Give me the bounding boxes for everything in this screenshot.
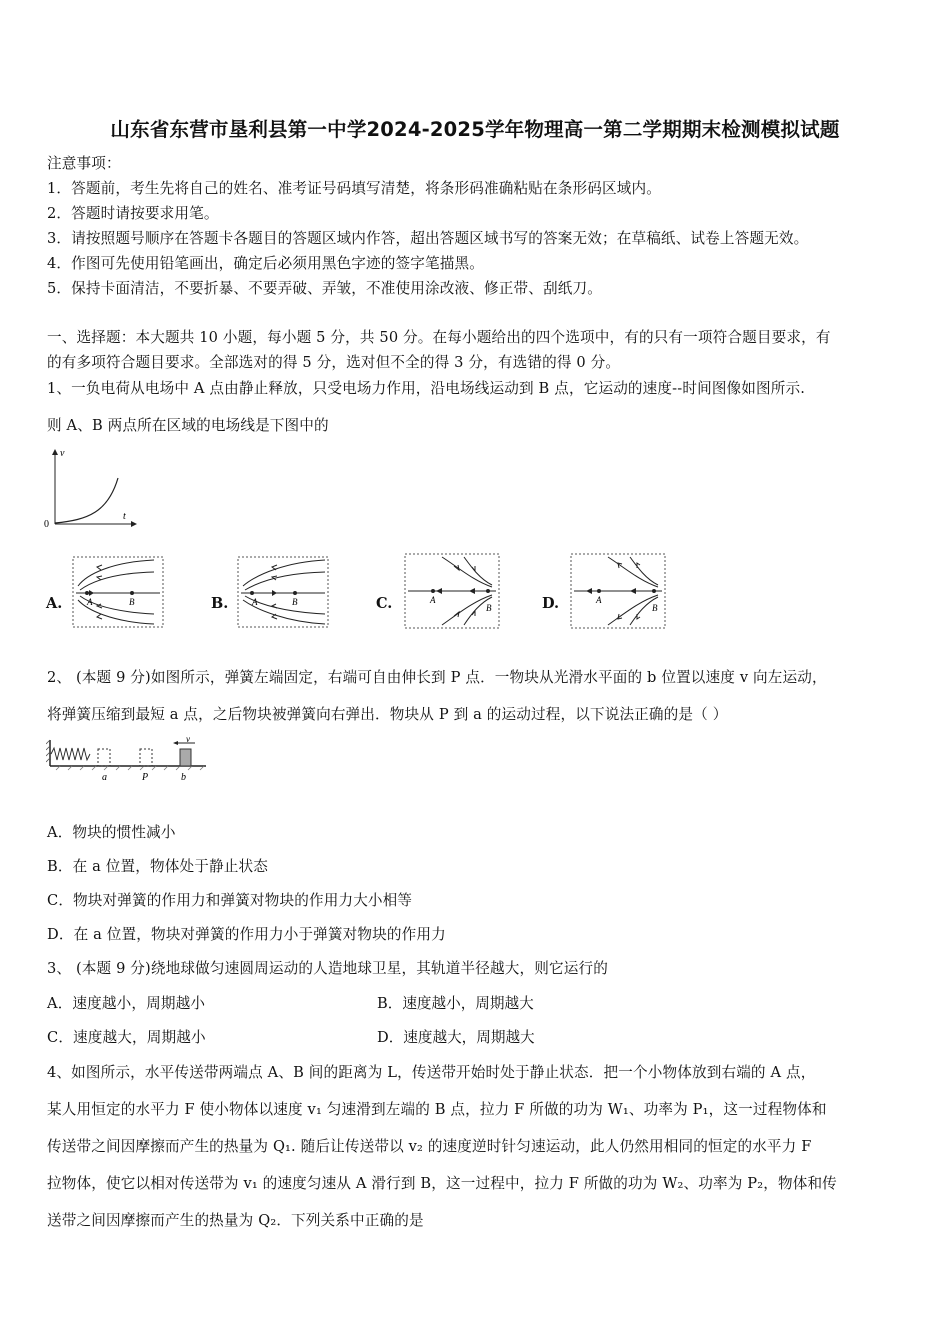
- q2-option[interactable]: C．物块对弹簧的作用力和弹簧对物块的作用力大小相等: [47, 892, 413, 909]
- field-figure-c[interactable]: [404, 553, 500, 629]
- q1-option-c-label[interactable]: C.: [376, 595, 393, 612]
- q2-option[interactable]: D．在 a 位置，物块对弹簧的作用力小于弹簧对物块的作用力: [47, 926, 446, 943]
- q3-option[interactable]: D．速度越大，周期越大: [377, 1029, 535, 1046]
- point-a-label: A: [87, 597, 93, 607]
- point-a-label: A: [252, 597, 258, 607]
- notice-item: 2．答题时请按要求用笔。: [47, 205, 219, 222]
- q1-stem: 1、一负电荷从电场中 A 点由静止释放，只受电场力作用，沿电场线运动到 B 点，它运动的速度--时间图像如图所示.: [47, 380, 806, 397]
- q2-stem: 将弹簧压缩到最短 a 点，之后物块被弹簧向右弹出．物块从 P 到 a 的运动过程，以下说法正确的是（ ）: [47, 706, 728, 723]
- point-a-label: a: [102, 772, 107, 783]
- point-b-label: b: [181, 772, 186, 783]
- velocity-label: v: [186, 736, 190, 744]
- x-axis-label: t: [123, 511, 126, 522]
- origin-label: 0: [44, 519, 49, 530]
- point-b-label: B: [652, 603, 658, 613]
- point-b-label: B: [486, 603, 492, 613]
- notice-item: 1．答题前，考生先将自己的姓名、准考证号码填写清楚，将条形码准确粘贴在条形码区域内。: [47, 180, 661, 197]
- vt-curve: [55, 478, 118, 523]
- q3-stem: 3、 (本题 9 分)绕地球做匀速圆周运动的人造地球卫星，其轨道半径越大，则它运行的: [47, 960, 608, 977]
- q3-option[interactable]: B．速度越小，周期越大: [377, 995, 534, 1012]
- spring: [51, 748, 90, 760]
- notice-item: 3．请按照题号顺序在答题卡各题目的答题区域内作答，超出答题区域书写的答案无效；在草稿纸、试卷上答题无效。: [47, 230, 809, 247]
- q4-stem: 4、如图所示，水平传送带两端点 A、B 间的距离为 L，传送带开始时处于静止状态．把一个小物体放到右端的 A 点，: [47, 1064, 816, 1081]
- spring-figure: [46, 736, 210, 788]
- q4-stem: 送带之间因摩擦而产生的热量为 Q₂．下列关系中正确的是: [47, 1212, 424, 1229]
- q1-option-a-label[interactable]: A.: [46, 595, 63, 612]
- point-b-label: B: [129, 597, 135, 607]
- notice-item: 5．保持卡面清洁，不要折暴、不要弄破、弄皱，不准使用涂改液、修正带、刮纸刀。: [47, 280, 602, 297]
- q4-stem: 传送带之间因摩擦而产生的热量为 Q₁. 随后让传送带以 v₂ 的速度逆时针匀速运动，此人仍然用相同的恒定的水平力 F: [47, 1138, 812, 1155]
- vt-graph: [38, 444, 148, 536]
- y-axis-label: v: [60, 448, 65, 459]
- point-a-label: A: [596, 595, 602, 605]
- q1-option-d-label[interactable]: D.: [542, 595, 560, 612]
- point-a-label: A: [430, 595, 436, 605]
- q2-option[interactable]: B．在 a 位置，物体处于静止状态: [47, 858, 268, 875]
- field-figure-d[interactable]: [570, 553, 666, 629]
- q4-stem: 某人用恒定的水平力 F 使小物体以速度 v₁ 匀速滑到左端的 B 点，拉力 F 所做的功为 W₁、功率为 P₁，这一过程物体和: [47, 1101, 827, 1118]
- page-title: 山东省东营市垦利县第一中学2024-2025学年物理高一第二学期期末检测模拟试题: [110, 118, 840, 141]
- q4-stem: 拉物体，使它以相对传送带为 v₁ 的速度匀速从 A 滑行到 B，这一过程中，拉力 F 所做的功为 W₂、功率为 P₂，物体和传: [47, 1175, 837, 1192]
- block: [180, 749, 191, 766]
- q2-option[interactable]: A．物块的惯性减小: [47, 824, 176, 841]
- section-intro: 的有多项符合题目要求。全部选对的得 5 分，选对但不全的得 3 分，有选错的得 0 分。: [47, 354, 621, 371]
- notice-item: 4．作图可先使用铅笔画出，确定后必须用黑色字迹的签字笔描黑。: [47, 255, 485, 272]
- notice-heading: 注意事项：: [47, 155, 121, 172]
- point-b-label: B: [292, 597, 298, 607]
- point-p-label: P: [142, 772, 149, 783]
- field-figure-a[interactable]: [72, 556, 164, 628]
- section-intro: 一、选择题：本大题共 10 小题，每小题 5 分，共 50 分。在每小题给出的四个选项中，有的只有一项符合题目要求，有: [47, 329, 831, 346]
- q1-stem: 则 A、B 两点所在区域的电场线是下图中的: [47, 417, 329, 434]
- q3-option[interactable]: C．速度越大，周期越小: [47, 1029, 206, 1046]
- q3-option[interactable]: A．速度越小，周期越小: [47, 995, 206, 1012]
- q1-option-b-label[interactable]: B.: [211, 595, 229, 612]
- field-figure-b[interactable]: [237, 556, 329, 628]
- q2-stem: 2、 (本题 9 分)如图所示，弹簧左端固定，右端可自由伸长到 P 点．一物块从光滑水平面的 b 位置以速度 v 向左运动，: [47, 669, 827, 686]
